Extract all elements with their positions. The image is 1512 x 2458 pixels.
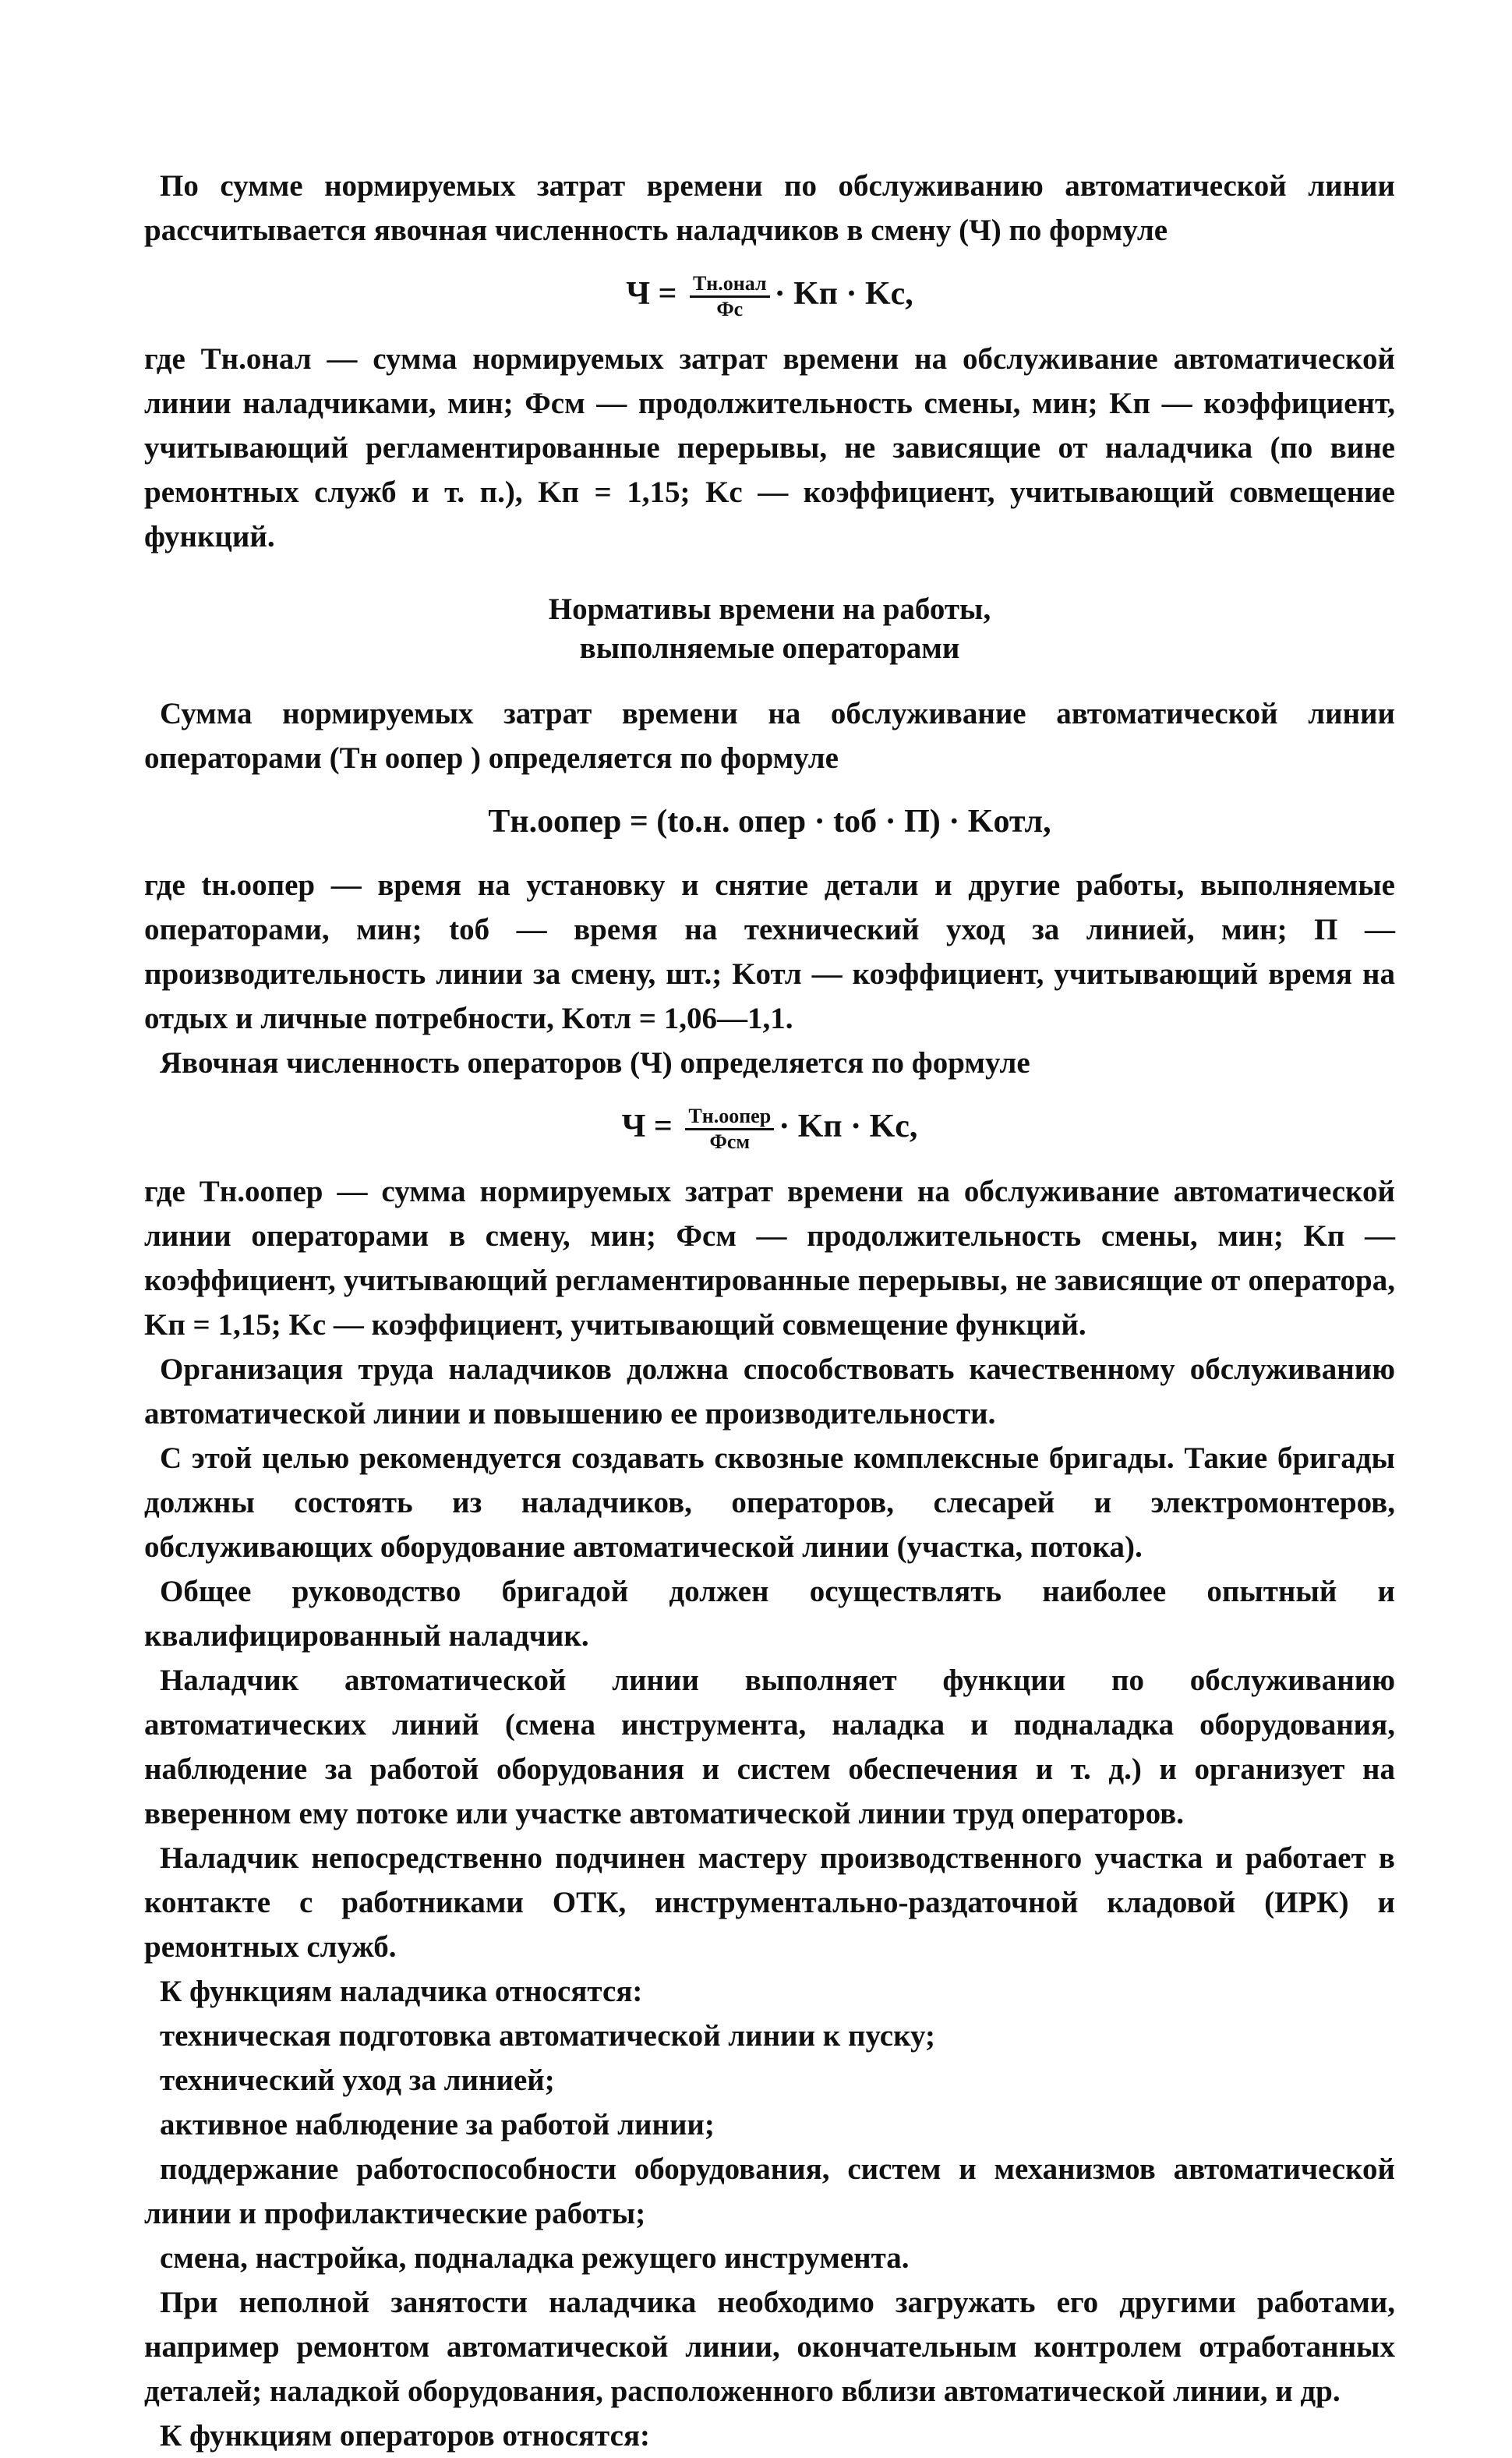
paragraph-2: где Tн.oнал — сумма нормируемых затрат времени на обслуживание автоматической линии наладчиками, мин; Фсм — продолжительность смены, мин; Kп — коэффициент, учитывающий регламентированные перерывы, не зависящие от наладчика (по вине ремонтных служб и т. п.), Kп = 1,15; Kс — коэффициент, учитывающий совмещение функций.: [144, 341, 1395, 553]
formula-rhs: · Kп · Kс,: [774, 276, 913, 312]
formula-lhs: Ч =: [621, 1108, 681, 1144]
formula-operators-count: [144, 1101, 1395, 1154]
paragraph-10: Наладчик автоматической линии выполняет функции по обслуживанию автоматических линий (смена инструмента, наладка и подналадка оборудования, наблюдение за работой оборудования и систем обеспечения и т. д.) и организует на вверенном ему потоке или участке автоматической линии труд операторов.: [144, 1663, 1395, 1830]
formula-operator-time: Tн.oопер = (tо.н. опер · tоб · П) · Kотл,: [488, 803, 1051, 840]
formula-fraction: [690, 272, 770, 321]
paragraph-9: Общее руководство бригадой должен осуществлять наиболее опытный и квалифицированный наладчик.: [144, 1574, 1395, 1653]
fraction-denominator: Фсм: [709, 1130, 751, 1153]
paragraph-12: К функциям наладчика относятся:: [160, 1974, 643, 2008]
list-item: активное наблюдение за работой линии;: [160, 2107, 715, 2141]
paragraph-4: где tн.oопер — время на установку и снятие детали и другие работы, выполняемые операторами, мин; tоб — время на технический уход за линией, мин; П — производительность линии за смену, шт.; Kотл — коэффициент, учитывающий время на отдых и личные потребности, Kотл = 1,06—1,1.: [144, 868, 1395, 1035]
paragraph-13: При неполной занятости наладчика необходимо загружать его другими работами, например ремонтом автоматической линии, окончательным контролем отработанных деталей; наладкой оборудования, расположенного вблизи автоматической линии, и др.: [144, 2285, 1395, 2408]
paragraph-1: По сумме нормируемых затрат времени по обслуживанию автоматической линии рассчитывается явочная численность наладчиков в смену (Ч) по формуле: [144, 169, 1395, 247]
heading-line-2: выполняемые операторами: [579, 631, 960, 665]
list-item: технический уход за линией;: [160, 2063, 555, 2097]
fraction-denominator: Фс: [716, 297, 744, 320]
paragraph-6: где Tн.oопер — сумма нормируемых затрат времени на обслуживание автоматической линии операторами в смену, мин; Фсм — продолжительность смены, мин; Kп — коэффициент, учитывающий регламентированные перерывы, не зависящие от оператора, Kп = 1,15; Kс — коэффициент, учитывающий совмещение функций.: [144, 1174, 1395, 1342]
paragraph-7: Организация труда наладчиков должна способствовать качественному обслуживанию автоматической линии и повышению ее производительности.: [144, 1352, 1395, 1431]
formula-fraction: [685, 1105, 774, 1154]
fraction-numerator: Tн.oнал: [690, 272, 770, 298]
paragraph-11: Наладчик непосредственно подчинен мастеру производственного участка и работает в контакте с работниками ОТК, инструментально-раздаточной кладовой (ИРК) и ремонтных служб.: [144, 1841, 1395, 1964]
formula-rhs: · Kп · Kс,: [779, 1108, 918, 1144]
heading-line-1: Нормативы времени на работы,: [548, 592, 991, 626]
section-heading: [144, 590, 1395, 668]
list-item: поддержание работоспособности оборудования, систем и механизмов автоматической линии и профилактические работы;: [144, 2152, 1395, 2230]
list-item: техническая подготовка автоматической линии к пуску;: [160, 2018, 935, 2053]
paragraph-8: С этой целью рекомендуется создавать сквозные комплексные бригады. Такие бригады должны состоять из наладчиков, операторов, слесарей и электромонтеров, обслуживающих оборудование автоматической линии (участка, потока).: [144, 1441, 1395, 1564]
fraction-numerator: Tн.oопер: [685, 1105, 774, 1130]
functions-list: [144, 2014, 1395, 2280]
paragraph-3: Сумма нормируемых затрат времени на обслуживание автоматической линии операторами (Tн oопер ) определяется по формуле: [144, 696, 1395, 775]
paragraph-14: К функциям операторов относятся:: [160, 2418, 651, 2453]
list-item: смена, настройка, подналадка режущего инструмента.: [160, 2240, 910, 2275]
formula-lhs: Ч =: [626, 276, 685, 312]
formula-adjusters-count: [144, 268, 1395, 321]
paragraph-5: Явочная численность операторов (Ч) определяется по формуле: [160, 1045, 1030, 1080]
document-body: [144, 164, 1395, 2458]
